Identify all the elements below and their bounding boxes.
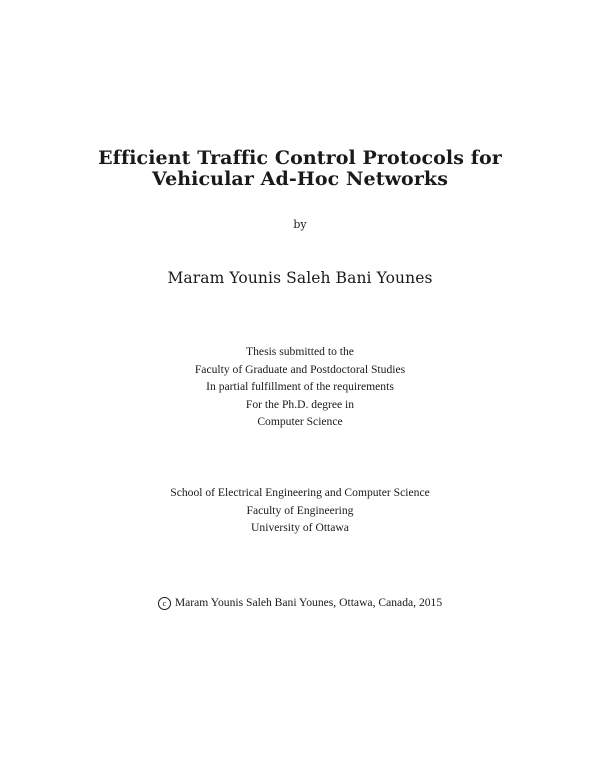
affiliation-school: School of Electrical Engineering and Computer Science: [170, 486, 430, 499]
copyright-notice: [0, 591, 600, 612]
thesis-title-line-1: Efficient Traffic Control Protocols for: [98, 147, 502, 169]
affiliation-university: University of Ottawa: [251, 521, 349, 535]
affiliation-faculty: Faculty of Engineering: [246, 503, 354, 517]
submission-line-5: Computer Science: [257, 415, 343, 429]
thesis-title-line-2: Vehicular Ad-Hoc Networks: [151, 168, 448, 190]
affiliation: [0, 484, 600, 537]
copyright-text: Maram Younis Saleh Bani Younes, Ottawa, Canada, 2015: [174, 596, 443, 610]
submission-line-4: For the Ph.D. degree in: [245, 397, 355, 411]
submission-line-3: In partial fulfillment of the requirements: [206, 380, 394, 394]
submission-line-1: Thesis submitted to the: [246, 345, 354, 358]
copyright-icon: c: [158, 597, 171, 610]
author-name: Maram Younis Saleh Bani Younes: [167, 269, 433, 287]
submission-line-2: Faculty of Graduate and Postdoctoral Studies: [194, 362, 406, 376]
copyright-line: [158, 594, 442, 612]
submission-statement: [0, 343, 600, 431]
thesis-title: [0, 148, 600, 190]
by-label: by: [293, 218, 307, 231]
